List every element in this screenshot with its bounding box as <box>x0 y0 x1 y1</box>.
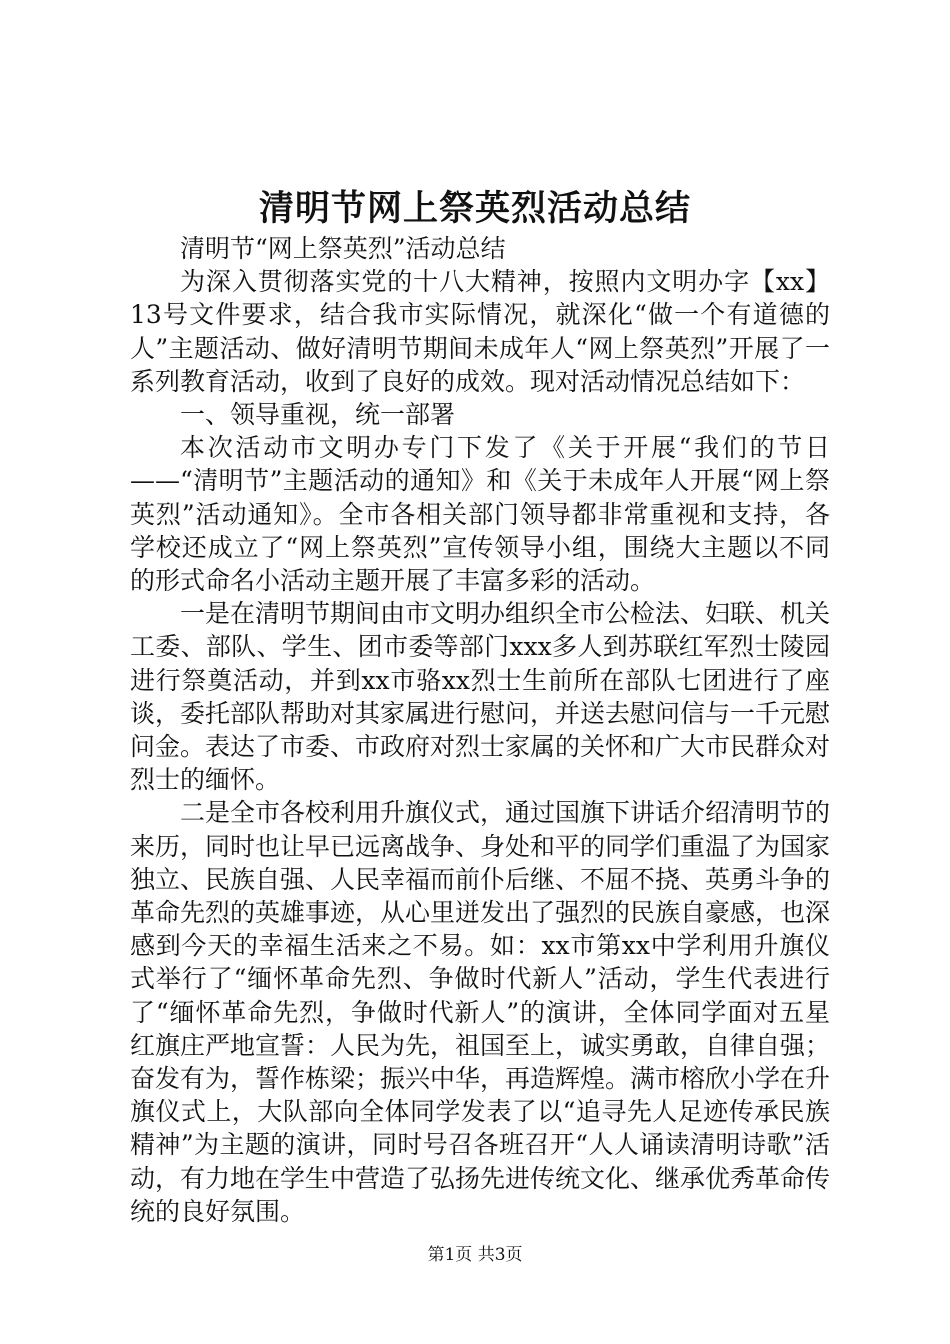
document-body <box>130 232 830 1228</box>
paragraph-subtitle: 清明节“网上祭英烈”活动总结 <box>180 234 506 263</box>
paragraph-notice: 本次活动市文明办专门下发了《关于开展“我们的节日——“清明节”主题活动的通知》和《关于未成年人开展“网上祭英烈”活动通知》。全市各相关部门领导都非常重视和支持，各学校还成立了“网上祭英烈”宣传领导小组，围绕大主题以不同的形式命名小活动主题开展了丰富多彩的活动。 <box>130 433 830 596</box>
paragraph-intro: 为深入贯彻落实党的十八大精神，按照内文明办字【xx】13号文件要求，结合我市实际情况，就深化“做一个有道德的人”主题活动、做好清明节期间未成年人“网上祭英烈”开展了一系列教育活动，收到了良好的成效。现对活动情况总结如下： <box>130 267 830 396</box>
document-title: 清明节网上祭英烈活动总结 <box>258 188 691 229</box>
paragraph-activity-2: 二是全市各校利用升旗仪式，通过国旗下讲话介绍清明节的来历，同时也让早已远离战争、身处和平的同学们重温了为国家独立、民族自强、人民幸福而前仆后继、不屈不挠、英勇斗争的革命先烈的英雄事迹，从心里迸发出了强烈的民族自豪感，也深感到今天的幸福生活来之不易。如：xx市第xx中学利用升旗仪式举行了“缅怀革命先烈、争做时代新人”活动，学生代表进行了“缅怀革命先烈，争做时代新人”的演讲，全体同学面对五星红旗庄严地宣誓：人民为先，祖国至上，诚实勇敢，自律自强；奋发有为，誓作栋梁；振兴中华，再造辉煌。满市榕欣小学在升旗仪式上，大队部向全体同学发表了以“追寻先人足迹传承民族精神”为主题的演讲，同时号召各班召开“人人诵读清明诗歌”活动，有力地在学生中营造了弘扬先进传统文化、继承优秀革命传统的良好氛围。 <box>130 798 831 1226</box>
paragraph-activity-1: 一是在清明节期间由市文明办组织全市公检法、妇联、机关工委、部队、学生、团市委等部门xxx多人到苏联红军烈士陵园进行祭奠活动，并到xx市骆xx烈士生前所在部队七团进行了座谈，委托部队帮助对其家属进行慰问，并送去慰问信与一千元慰问金。表达了市委、市政府对烈士家属的关怀和广大市民群众对烈士的缅怀。 <box>130 599 831 795</box>
page-number-footer: 第1页 共3页 <box>427 1245 523 1265</box>
section-heading-1: 一、领导重视，统一部署 <box>180 400 456 430</box>
